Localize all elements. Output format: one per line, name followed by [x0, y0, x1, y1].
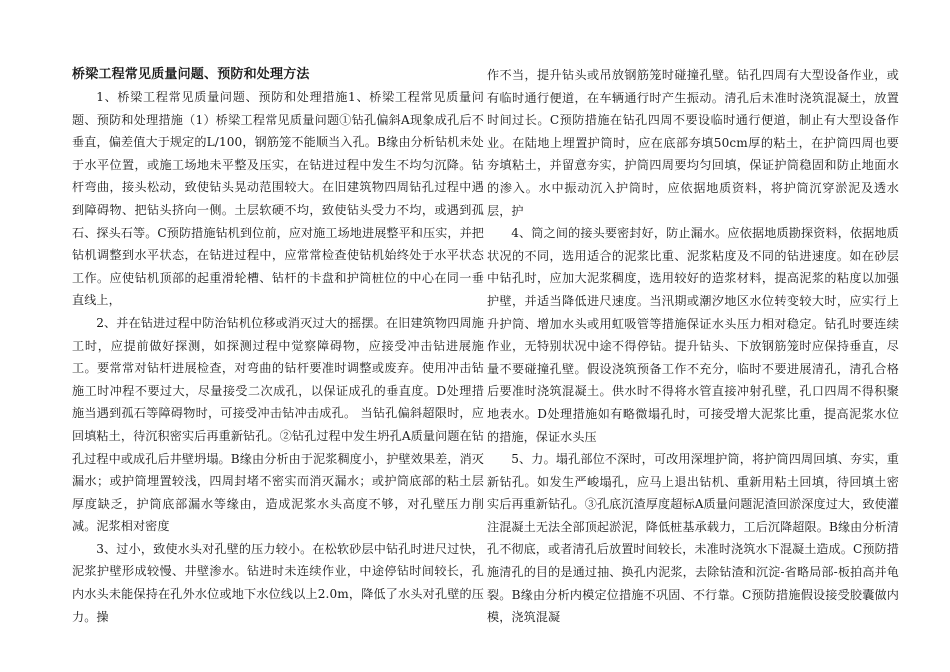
document-title: 桥梁工程常见质量问题、预防和处理方法	[72, 67, 310, 82]
right-column	[487, 64, 899, 629]
paragraph-4: 4、筒之间的接头要密封好，防止漏水。应依据地质勘探资料，依据地质状况的不同，选用适合的泥浆比重、泥浆粘度及不同的钻进速度。如在砂层中钻孔时，应加大泥浆稠度，选用较好的造浆材料，提高泥浆的粘度以加强护壁，并适当降低进尺速度。当汛期或潮汐地区水位转变较大时，应实行上升护筒、增加水头或用虹吸管等措施保证水头压力相对稳定。钻孔时要连续作业，无特别状况中途不得停钻。提升钻头、下放钢筋笼时应保持垂直，尽量不要碰撞孔壁。假设浇筑预备工作不充分，临时不要进展清孔，清孔合格后要准时浇筑混凝土。供水时不得将水管直接冲射孔壁，孔口四周不得积聚地表水。D处理措施如有略微塌孔时，可接受增大泥浆比重，提高泥浆水位的措施，保证水头压	[487, 226, 899, 444]
left-column	[72, 64, 484, 628]
paragraph-3: 3、过小，致使水头对孔壁的压力较小。在松软砂层中钻孔时进尺过快，泥浆护壁形成较慢、井壁渗水。钻进时未连续作业，中途停钻时间较长，孔内水头未能保持在孔外水位或地下水位线以上2.0m，降低了水头对孔壁的压力。操	[72, 541, 484, 624]
paragraph-3-continued: 作不当，提升钻头或吊放钢筋笼时碰撞孔壁。钻孔四周有大型设备作业，或有临时通行便道，在车辆通行时产生振动。清孔后未准时浇筑混凝土，放置时间过长。C预防措施在钻孔四周不要设临时通行便道，制止有大型设备作业。在陆地上埋置护筒时，应在底部夯填50cm厚的粘土，在护筒四周也要夯填粘土，并留意夯实，护筒四周要均匀回填，保证护筒稳固和防止地面水的渗入。水中振动沉入护筒时，应依据地质资料，将护筒沉穿淤泥及透水层，护	[487, 68, 899, 218]
paragraph-1: 1、桥梁工程常见质量问题、预防和处理措施1、桥梁工程常见质量问题、预防和处理措施（1）桥梁工程常见质量问题①钻孔偏斜A现象成孔后不垂直，偏差值大于规定的L/100，钢筋笼不能顺当入孔。B缘由分析钻机未处于水平位置，或施工场地未平整及压实，在钻进过程中发生不均匀沉降。钻杆弯曲，接头松动，致使钻头晃动范围较大。在旧建筑物四周钻孔过程中遇到障碍物、把钻头挤向一侧。土层软硬不均，致使钻头受力不均，或遇到孤石、探头石等。C预防措施钻机到位前，应对施工场地进展整平和压实，并把钻机调整到水平状态，在钻进过程中，应常常检查使钻机始终处于水平状态工作。应使钻机顶部的起重滑轮槽、钻杆的卡盘和护筒桩位的中心在同一垂直线上，	[72, 90, 484, 308]
paragraph-2: 2、并在钻进过程中防治钻机位移或消灭过大的摇摆。在旧建筑物四周施工时，应提前做好探测，如探测过程中觉察障碍物，应接受冲击钻进展施工。要常常对钻杆进展检查，对弯曲的钻杆要准时调整或废弃。使用冲击钻施工时冲程不要过大，尽量接受二次成孔，以保证成孔的垂直度。D处理措施当遇到孤石等障碍物时，可接受冲击钻冲击成孔。 当钻孔偏斜超限时，应回填粘土，待沉积密实后再重新钻孔。②钻孔过程中发生坍孔A质量问题在钻孔过程中或成孔后井壁坍塌。B缘由分析由于泥浆稠度小，护壁效果差，消灭漏水；或护筒埋置较浅，四周封堵不密实而消灭漏水；或护筒底部的粘土层厚度缺乏，护筒底部漏水等缘由，造成泥浆水头高度不够，对孔壁压力削减。泥浆相对密度	[72, 315, 484, 534]
paragraph-5: 5、力。塌孔部位不深时，可改用深埋护筒，将护筒四周回填、夯实，重新钻孔。如发生严峻塌孔，应马上退出钻机、重新用粘土回填，待回填土密实后再重新钻孔。③孔底沉渣厚度超标A质量问题泥渣回淤深度过大，致使灌注混凝土无法全部顶起淤泥，降低桩基承载力，工后沉降超限。B缘由分析清孔不彻底，或者清孔后放置时间较长，未准时浇筑水下混凝土造成。C预防措施清孔的目的是通过抽、换孔内泥浆，去除钻渣和沉淀-省略局部-板拍高并龟裂。B缘由分析内模定位措施不巩固、不行靠。C预防措施假设接受胶囊做内模，浇筑混凝	[487, 452, 899, 625]
